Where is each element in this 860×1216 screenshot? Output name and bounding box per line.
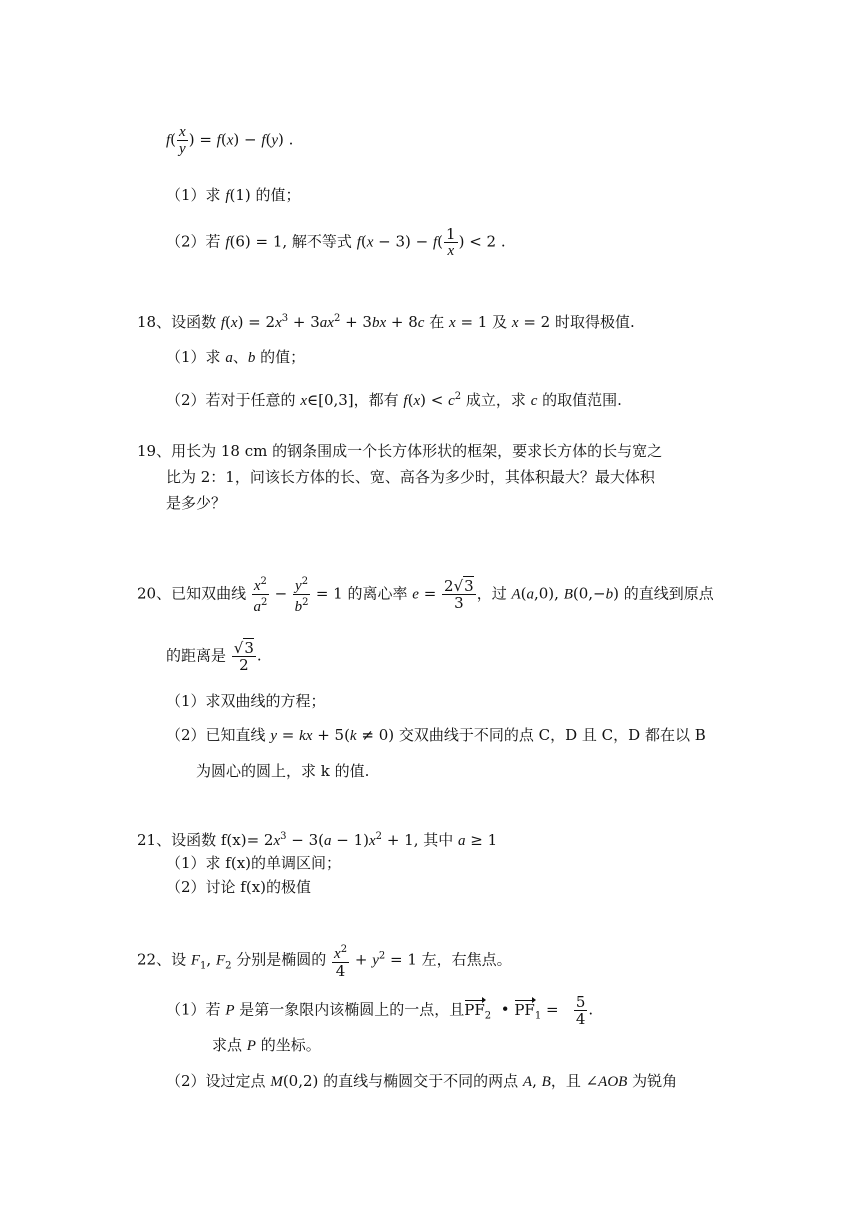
q22-stem: 22、设 $F_1$, $F_2$ 分别是椭圆的 $\frac{x^2}{4}$ + $y^2 = 1$ 左，右焦点。 (137, 944, 512, 980)
q20-part1: （1）求双曲线的方程； (166, 692, 326, 710)
q18-part2: （2）若对于任意的 x∈[0,3]，都有 $f(x) < c^2$ 成立，求 c 的取值范围. (166, 391, 622, 409)
q19-line2: 比为 2：1，问该长方体的长、宽、高各为多少时，其体积最大？最大体积 (166, 468, 655, 486)
q18-part1: （1）求 a、b 的值； (166, 348, 306, 366)
q17-part1: （1）求 f(1) 的值； (166, 186, 301, 204)
q21-part2: （2）讨论 f(x)的极值 (166, 878, 312, 896)
q20-part2-cont: 为圆心的圆上，求 k 的值. (196, 762, 370, 780)
q20-stem: 20、已知双曲线 $\frac{x^2}{a^2}$ − $\frac{y^2}{b^2}$ = 1 的离心率 e = $\frac{2√3}{3}$ ，过 A(a,0), B(0,−b) 的直线到原点 (137, 576, 714, 615)
q21-part1: （1）求 f(x)的单调区间； (166, 854, 342, 872)
q20-stem-2: 的距离是 $\frac{√3}{2}$ . (166, 639, 262, 674)
q22-part1: （1）若 P 是第一象限内该椭圆上的一点，且$PF_2$ • $PF_1$ = $\frac{5}{4}$ . (166, 993, 594, 1028)
q22-part2: （2）设过定点 M(0,2) 的直线与椭圆交于不同的两点 A, B，且 ∠AOB 为锐角 (166, 1072, 678, 1090)
q19-line3: 是多少？ (166, 494, 227, 512)
q20-part2: （2）已知直线 y = kx + 5(k ≠ 0) 交双曲线于不同的点 C，D 且 C，D 都在以 B (166, 726, 706, 744)
q18-stem: 18、设函数 $f(x) = 2x^3 + 3ax^2 + 3bx + 8c$ 在 x = 1 及 x = 2 时取得极值. (137, 313, 635, 331)
equation-functional: f( $\frac{x}{y}$ ) = f(x) − f(y) . (166, 124, 294, 157)
q19-line1: 19、用长为 18 cm 的钢条围成一个长方体形状的框架，要求长方体的长与宽之 (137, 442, 663, 460)
q21-stem: 21、设函数 $f(x)= 2x^3 - 3(a - 1)x^2 + 1$, 其中 a ≥ 1 (137, 831, 498, 849)
q17-part2: （2）若 f(6) = 1, 解不等式 f(x − 3) − f( $\frac{1}{x}$ ) < 2 . (166, 225, 506, 259)
q22-part1-cont: 求点 P 的坐标。 (212, 1036, 321, 1054)
